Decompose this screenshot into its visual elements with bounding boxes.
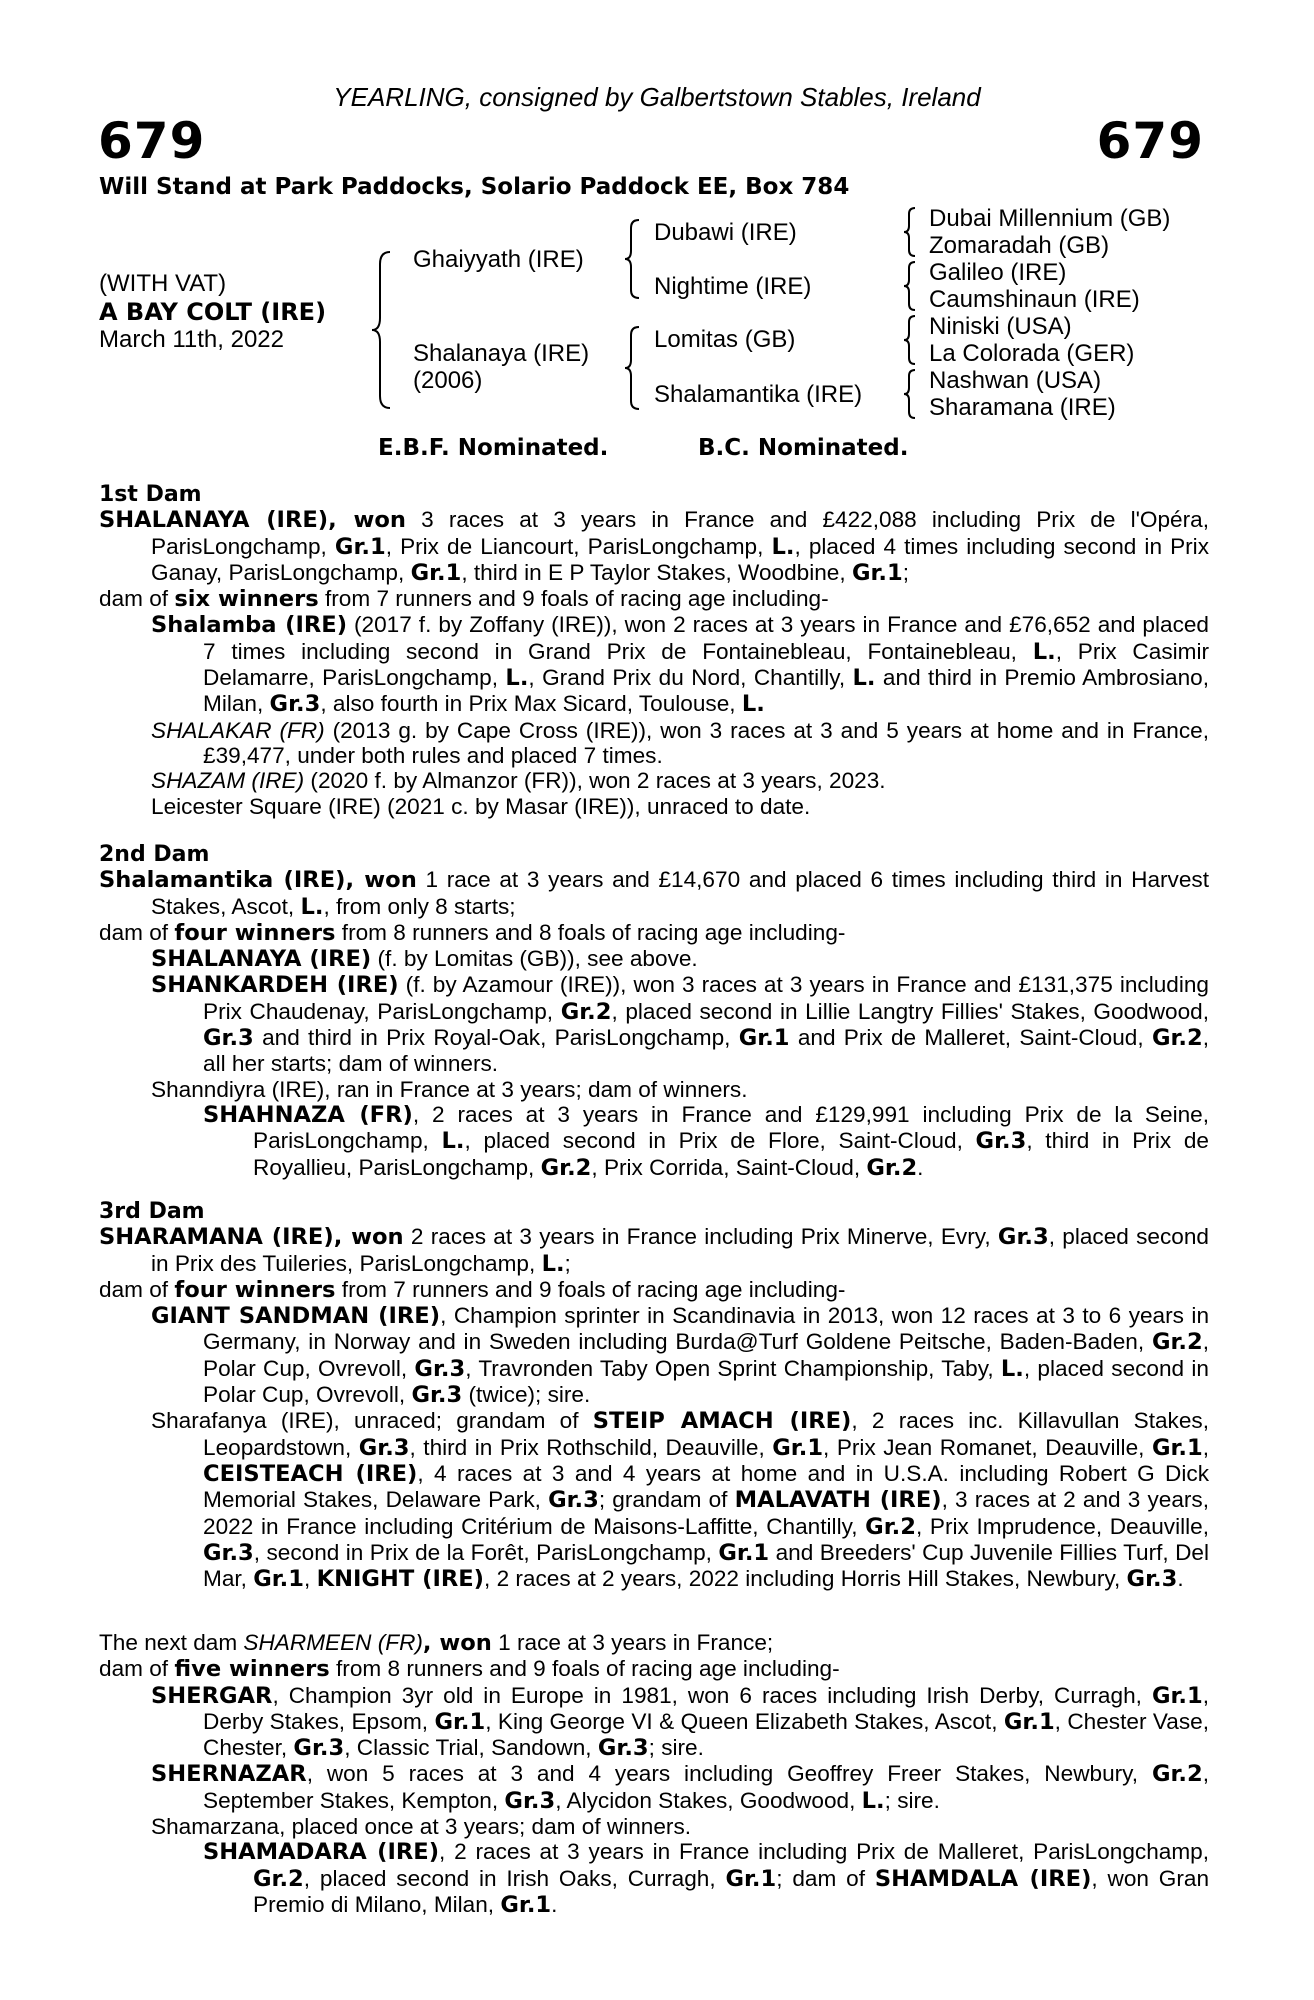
text: .: [1177, 1566, 1184, 1592]
text: and Prix de Malleret, Saint-Cloud,: [789, 1025, 1152, 1051]
dam-name: SHARAMANA (IRE): [99, 1224, 334, 1251]
grand-offspring-entry: [99, 1102, 1209, 1181]
text: (twice); sire.: [462, 1382, 591, 1408]
grade-label: Gr.3: [203, 1025, 254, 1052]
text: , also fourth in Prix Max Sicard, Toulouse,: [320, 691, 742, 717]
text: .: [917, 1154, 924, 1180]
grade-label: Gr.1: [772, 1434, 824, 1461]
text: dam of: [99, 586, 175, 612]
text: , Prix Casimir Delamarre, ParisLongchamp,: [203, 638, 1210, 691]
first-dam-record: [99, 507, 1209, 586]
text: , 4 races at 3 and 4 years at home and in U.S.A. including Robert G Dick Memorial Stakes, Delaware Park,: [203, 1460, 1209, 1513]
winners-count: four winners: [174, 919, 336, 946]
grade-label: Gr.1: [434, 1708, 486, 1735]
grade-label: Gr.3: [269, 691, 321, 718]
text: , second in Prix de la Forêt, ParisLongchamp,: [253, 1539, 719, 1565]
grade-label: Gr.3: [414, 1355, 466, 1382]
offspring-name: SHANKARDEH (IRE): [151, 972, 399, 999]
sire-sire-name: Dubawi (IRE): [654, 219, 797, 246]
second-dam-record: [99, 867, 1209, 920]
text: (2013 g. by Cape Cross (IRE)), won 3 races at 3 and 5 years at home and in France, £39,477, under both rules and placed 7 times.: [203, 717, 1209, 768]
winners-count: four winners: [174, 1276, 336, 1303]
offspring-entry: [99, 612, 1209, 717]
next-dam-section: [99, 1630, 1209, 1918]
offspring-name: SHALAKAR (FR): [151, 717, 325, 743]
offspring-name: SHERNAZAR: [151, 1761, 307, 1788]
text: (2017 f. by Zoffany (IRE)), won 2 races at 3 years in France and £76,652 and placed 7 times including second in Grand Prix de Fontainebleau, Fontainebleau,: [203, 612, 1209, 664]
first-dam-heading: 1st Dam: [99, 482, 202, 507]
text: 2 races at 3 years in France including Prix Minerve, Evry,: [403, 1224, 998, 1250]
grade-label: Gr.2: [1151, 1025, 1203, 1052]
pedigree-brace-g1: [903, 206, 917, 258]
text: , placed 4 times including second in Prix Ganay, ParisLongchamp,: [151, 533, 1209, 585]
grade-label: Gr.1: [1151, 1682, 1203, 1709]
text: , King George VI & Queen Elizabeth Stakes, Ascot,: [485, 1708, 1004, 1734]
offspring-name: CEISTEACH (IRE): [203, 1460, 418, 1487]
offspring-entry: [99, 1303, 1209, 1408]
text: , Alycidon Stakes, Goodwood,: [555, 1787, 862, 1813]
text: , Derby Stakes, Epsom,: [203, 1682, 1209, 1734]
text: , Prix de Liancourt, ParisLongchamp,: [385, 533, 772, 559]
grade-label: Gr.3: [504, 1787, 556, 1814]
offspring-entry: [99, 946, 1209, 972]
listed-label: L.: [861, 1787, 885, 1814]
text: , Prix Corrida, Saint-Cloud,: [591, 1154, 867, 1180]
text: , Grand Prix du Nord, Chantilly,: [528, 665, 853, 691]
text: , Chester Vase, Chester,: [203, 1708, 1209, 1761]
text: , Travronden Taby Open Sprint Championship, Taby,: [465, 1355, 1001, 1381]
text: , third in Prix de Royallieu, ParisLongchamp,: [253, 1128, 1209, 1180]
won-label: , won: [333, 1224, 404, 1251]
sire-dam-name: Nightime (IRE): [654, 273, 812, 300]
text: , placed second in Prix des Tuileries, ParisLongchamp,: [151, 1224, 1209, 1276]
first-dam-produce-summary: [99, 586, 1209, 612]
granddam-line-7: Nashwan (USA): [929, 367, 1102, 394]
grade-label: Gr.1: [334, 533, 386, 560]
text: , placed second in Prix de Flore, Saint-Cloud,: [464, 1128, 976, 1154]
grade-label: Gr.1: [851, 559, 903, 586]
grade-label: Gr.1: [253, 1566, 304, 1593]
text: , Polar Cup, Ovrevoll,: [203, 1329, 1209, 1381]
text: , third in E P Taylor Stakes, Woodbine,: [461, 559, 852, 585]
winners-count: six winners: [174, 586, 319, 613]
offspring-entry: [99, 1683, 1209, 1762]
horse-name: A BAY COLT (IRE): [99, 298, 327, 326]
grade-label: Gr.3: [411, 1382, 463, 1409]
offspring-name: SHAHNAZA (FR): [203, 1101, 413, 1128]
text: ; dam of: [776, 1865, 875, 1891]
text: ; sire.: [648, 1735, 704, 1761]
pedigree-brace-g4: [903, 368, 917, 420]
offspring-entry: [99, 1761, 1209, 1814]
third-dam-produce-summary: [99, 1277, 1209, 1303]
grade-label: Gr.3: [1126, 1566, 1178, 1593]
grade-label: Gr.1: [1003, 1708, 1055, 1735]
text: ;: [564, 1250, 571, 1276]
text: ,: [1202, 1434, 1209, 1460]
grade-label: Gr.3: [975, 1128, 1027, 1155]
listed-label: L.: [1000, 1355, 1024, 1382]
offspring-name: KNIGHT (IRE): [316, 1566, 485, 1593]
listed-label: L.: [1032, 638, 1056, 665]
text: Sharafanya (IRE), unraced; grandam of: [151, 1408, 593, 1434]
text: ; sire.: [884, 1787, 940, 1813]
text: , 2 races at 3 years in France including Prix de Malleret, ParisLongchamp,: [439, 1839, 1209, 1865]
offspring-name: SHAMDALA (IRE): [874, 1865, 1092, 1892]
text: , Champion sprinter in Scandinavia in 2013, won 12 races at 3 to 6 years in Germany, in Norway and in Sweden including Burda@Turf Goldene Peitsche, Baden-Baden,: [203, 1303, 1210, 1355]
pedigree-brace-g2: [903, 260, 917, 312]
text: (f. by Lomitas (GB)), see above.: [371, 946, 698, 972]
second-dam-produce-summary: [99, 920, 1209, 946]
offspring-entry: Shamarzana, placed once at 3 years; dam of winners.: [151, 1814, 692, 1840]
offspring-entry: [99, 768, 1209, 793]
consignment-line: YEARLING, consigned by Galbertstown Stables, Ireland: [333, 82, 981, 112]
offspring-entry: [99, 718, 1209, 769]
listed-label: L.: [505, 665, 529, 692]
text: , placed second in Irish Oaks, Curragh,: [303, 1865, 726, 1891]
text: from 8 runners and 8 foals of racing age including-: [335, 919, 846, 945]
dam-sire-name: Lomitas (GB): [654, 326, 796, 353]
foaling-date: March 11th, 2022: [99, 326, 285, 353]
won-label: , won: [422, 1630, 492, 1656]
pedigree-brace-sire: [623, 218, 641, 300]
text: and third in Premio Ambrosiano, Milan,: [203, 665, 1209, 717]
offspring-entry: Leicester Square (IRE) (2021 c. by Masar (IRE)), unraced to date.: [151, 793, 811, 819]
lot-number-left: 679: [98, 112, 206, 170]
text: , won 5 races at 3 and 4 years including Geoffrey Freer Stakes, Newbury,: [306, 1761, 1152, 1787]
text: , Prix Jean Romanet, Deauville,: [823, 1434, 1152, 1460]
text: 1 race at 3 years and £14,670 and placed 6 times including third in Harvest Stakes, Ascot,: [151, 867, 1209, 919]
offspring-name: GIANT SANDMAN (IRE): [151, 1303, 441, 1330]
listed-label: L.: [852, 665, 876, 692]
grade-label: Gr.3: [358, 1434, 410, 1461]
pedigree-brace-g3: [903, 314, 917, 366]
first-dam-section: [99, 482, 1209, 819]
text: , 2 races at 2 years, 2022 including Horris Hill Stakes, Newbury,: [484, 1566, 1127, 1592]
offspring-entry: [99, 1408, 1209, 1592]
listed-label: L.: [741, 691, 765, 718]
vat-note: (WITH VAT): [99, 270, 227, 297]
text: , all her starts; dam of winners.: [203, 1025, 1209, 1077]
granddam-line-1: Dubai Millennium (GB): [929, 205, 1171, 232]
text: and Breeders' Cup Juvenile Fillies Turf, Del Mar,: [203, 1539, 1209, 1592]
won-label: , won: [345, 867, 417, 894]
won-label: , won: [328, 507, 406, 534]
grade-label: Gr.2: [253, 1865, 304, 1892]
offspring-name: SHALANAYA (IRE): [151, 946, 372, 973]
ebf-nominated: E.B.F. Nominated.: [378, 435, 609, 461]
grade-label: Gr.2: [540, 1154, 592, 1181]
listed-label: L.: [441, 1128, 465, 1155]
text: , 3 races at 2 and 3 years, 2022 in France including Critérium de Maisons-Laffitte, Chantilly,: [203, 1487, 1209, 1539]
text: 3 races at 3 years in France and £422,088 including Prix de l'Opéra, ParisLongchamp,: [151, 507, 1209, 559]
grade-label: Gr.1: [718, 1539, 770, 1566]
text: ; grandam of: [598, 1487, 735, 1513]
second-dam-section: [99, 842, 1209, 1181]
third-dam-section: [99, 1199, 1209, 1592]
pedigree-brace-dam: [623, 325, 641, 411]
text: 1 race at 3 years in France;: [491, 1630, 774, 1655]
text: , Champion 3yr old in Europe in 1981, won 6 races including Irish Derby, Curragh,: [272, 1682, 1152, 1708]
text: , September Stakes, Kempton,: [203, 1761, 1209, 1813]
text: , from only 8 starts;: [323, 893, 516, 919]
grade-label: Gr.2: [1151, 1761, 1203, 1788]
text: dam of: [99, 919, 175, 945]
second-dam-heading: 2nd Dam: [99, 842, 210, 867]
dam-name: Shalamantika (IRE): [99, 867, 346, 894]
text: dam of: [99, 1656, 175, 1682]
third-dam-record: [99, 1224, 1209, 1277]
granddam-line-3: Galileo (IRE): [929, 259, 1067, 286]
offspring-name: STEIP AMACH (IRE): [592, 1408, 852, 1435]
text: , placed second in Lillie Langtry Fillies' Stakes, Goodwood,: [611, 998, 1209, 1024]
text: , placed second in Polar Cup, Ovrevoll,: [203, 1355, 1209, 1408]
grade-label: Gr.2: [1151, 1329, 1203, 1356]
grade-label: Gr.2: [865, 1513, 916, 1540]
dam-name: SHALANAYA (IRE): [99, 507, 329, 534]
grade-label: Gr.1: [410, 559, 462, 586]
grade-label: Gr.2: [560, 998, 612, 1025]
grade-label: Gr.3: [293, 1735, 345, 1762]
listed-label: L.: [300, 893, 324, 920]
text: from 7 runners and 9 foals of racing age including-: [335, 1276, 846, 1302]
granddam-line-6: La Colorada (GER): [929, 340, 1135, 367]
listed-label: L.: [541, 1250, 565, 1277]
grade-label: Gr.3: [203, 1539, 254, 1566]
dam-name: SHARMEEN (FR): [243, 1630, 423, 1655]
granddam-line-5: Niniski (USA): [929, 313, 1072, 340]
offspring-entry: [99, 972, 1209, 1076]
text: from 7 runners and 9 foals of racing age including-: [318, 586, 829, 612]
listed-label: L.: [771, 533, 795, 560]
text: , 2 races inc. Killavullan Stakes, Leopardstown,: [203, 1408, 1209, 1460]
offspring-entry: Shanndiyra (IRE), ran in France at 3 years; dam of winners.: [151, 1076, 748, 1102]
grade-label: Gr.3: [548, 1487, 599, 1514]
grade-label: Gr.2: [866, 1154, 918, 1181]
offspring-name: SHERGAR: [151, 1682, 273, 1709]
third-dam-heading: 3rd Dam: [99, 1199, 205, 1224]
granddam-line-8: Sharamana (IRE): [929, 394, 1116, 421]
dam-name: Shalanaya (IRE): [413, 340, 590, 367]
bc-nominated: B.C. Nominated.: [698, 435, 909, 461]
granddam-line-4: Caumshinaun (IRE): [929, 286, 1140, 313]
grade-label: Gr.1: [500, 1891, 552, 1918]
text: (2020 f. by Almanzor (FR)), won 2 races at 3 years, 2023.: [304, 768, 886, 794]
stand-location: Will Stand at Park Paddocks, Solario Paddock EE, Box 784: [99, 174, 850, 200]
winners-count: five winners: [174, 1656, 330, 1683]
text: ,: [304, 1566, 317, 1592]
grade-label: Gr.1: [725, 1865, 777, 1892]
text: (f. by Azamour (IRE)), won 3 races at 3 years in France and £131,375 including Prix Chaudenay, ParisLongchamp,: [203, 972, 1209, 1024]
text: , Classic Trial, Sandown,: [344, 1735, 598, 1761]
grade-label: Gr.1: [1151, 1434, 1203, 1461]
grade-label: Gr.1: [738, 1025, 790, 1052]
dam-year: (2006): [413, 367, 483, 394]
text: , Prix Imprudence, Deauville,: [915, 1513, 1209, 1539]
grade-label: Gr.3: [997, 1224, 1049, 1251]
lot-number-right: 679: [1096, 112, 1204, 170]
pedigree-brace-main: [370, 250, 392, 410]
offspring-name: SHAZAM (IRE): [151, 768, 305, 794]
sire-name: Ghaiyyath (IRE): [413, 246, 584, 273]
text: ;: [902, 559, 909, 585]
text: dam of: [99, 1276, 175, 1302]
text: from 8 runners and 9 foals of racing age including-: [329, 1656, 840, 1682]
text: The next dam: [99, 1630, 244, 1655]
offspring-name: SHAMADARA (IRE): [203, 1839, 440, 1866]
text: , third in Prix Rothschild, Deauville,: [409, 1434, 773, 1460]
text: , 2 races at 3 years in France and £129,991 including Prix de la Seine, ParisLongchamp,: [253, 1101, 1209, 1154]
text: , won Gran Premio di Milano, Milan,: [253, 1865, 1210, 1917]
next-dam-record: [99, 1630, 1209, 1656]
granddam-line-2: Zomaradah (GB): [929, 232, 1110, 259]
next-dam-produce-summary: [99, 1656, 1209, 1682]
dam-dam-name: Shalamantika (IRE): [654, 381, 863, 408]
text: .: [551, 1891, 558, 1917]
offspring-name: Shalamba (IRE): [151, 612, 348, 639]
text: and third in Prix Royal-Oak, ParisLongchamp,: [253, 1025, 739, 1051]
grand-offspring-entry: [99, 1839, 1209, 1918]
offspring-name: MALAVATH (IRE): [734, 1487, 942, 1514]
grade-label: Gr.3: [597, 1735, 649, 1762]
